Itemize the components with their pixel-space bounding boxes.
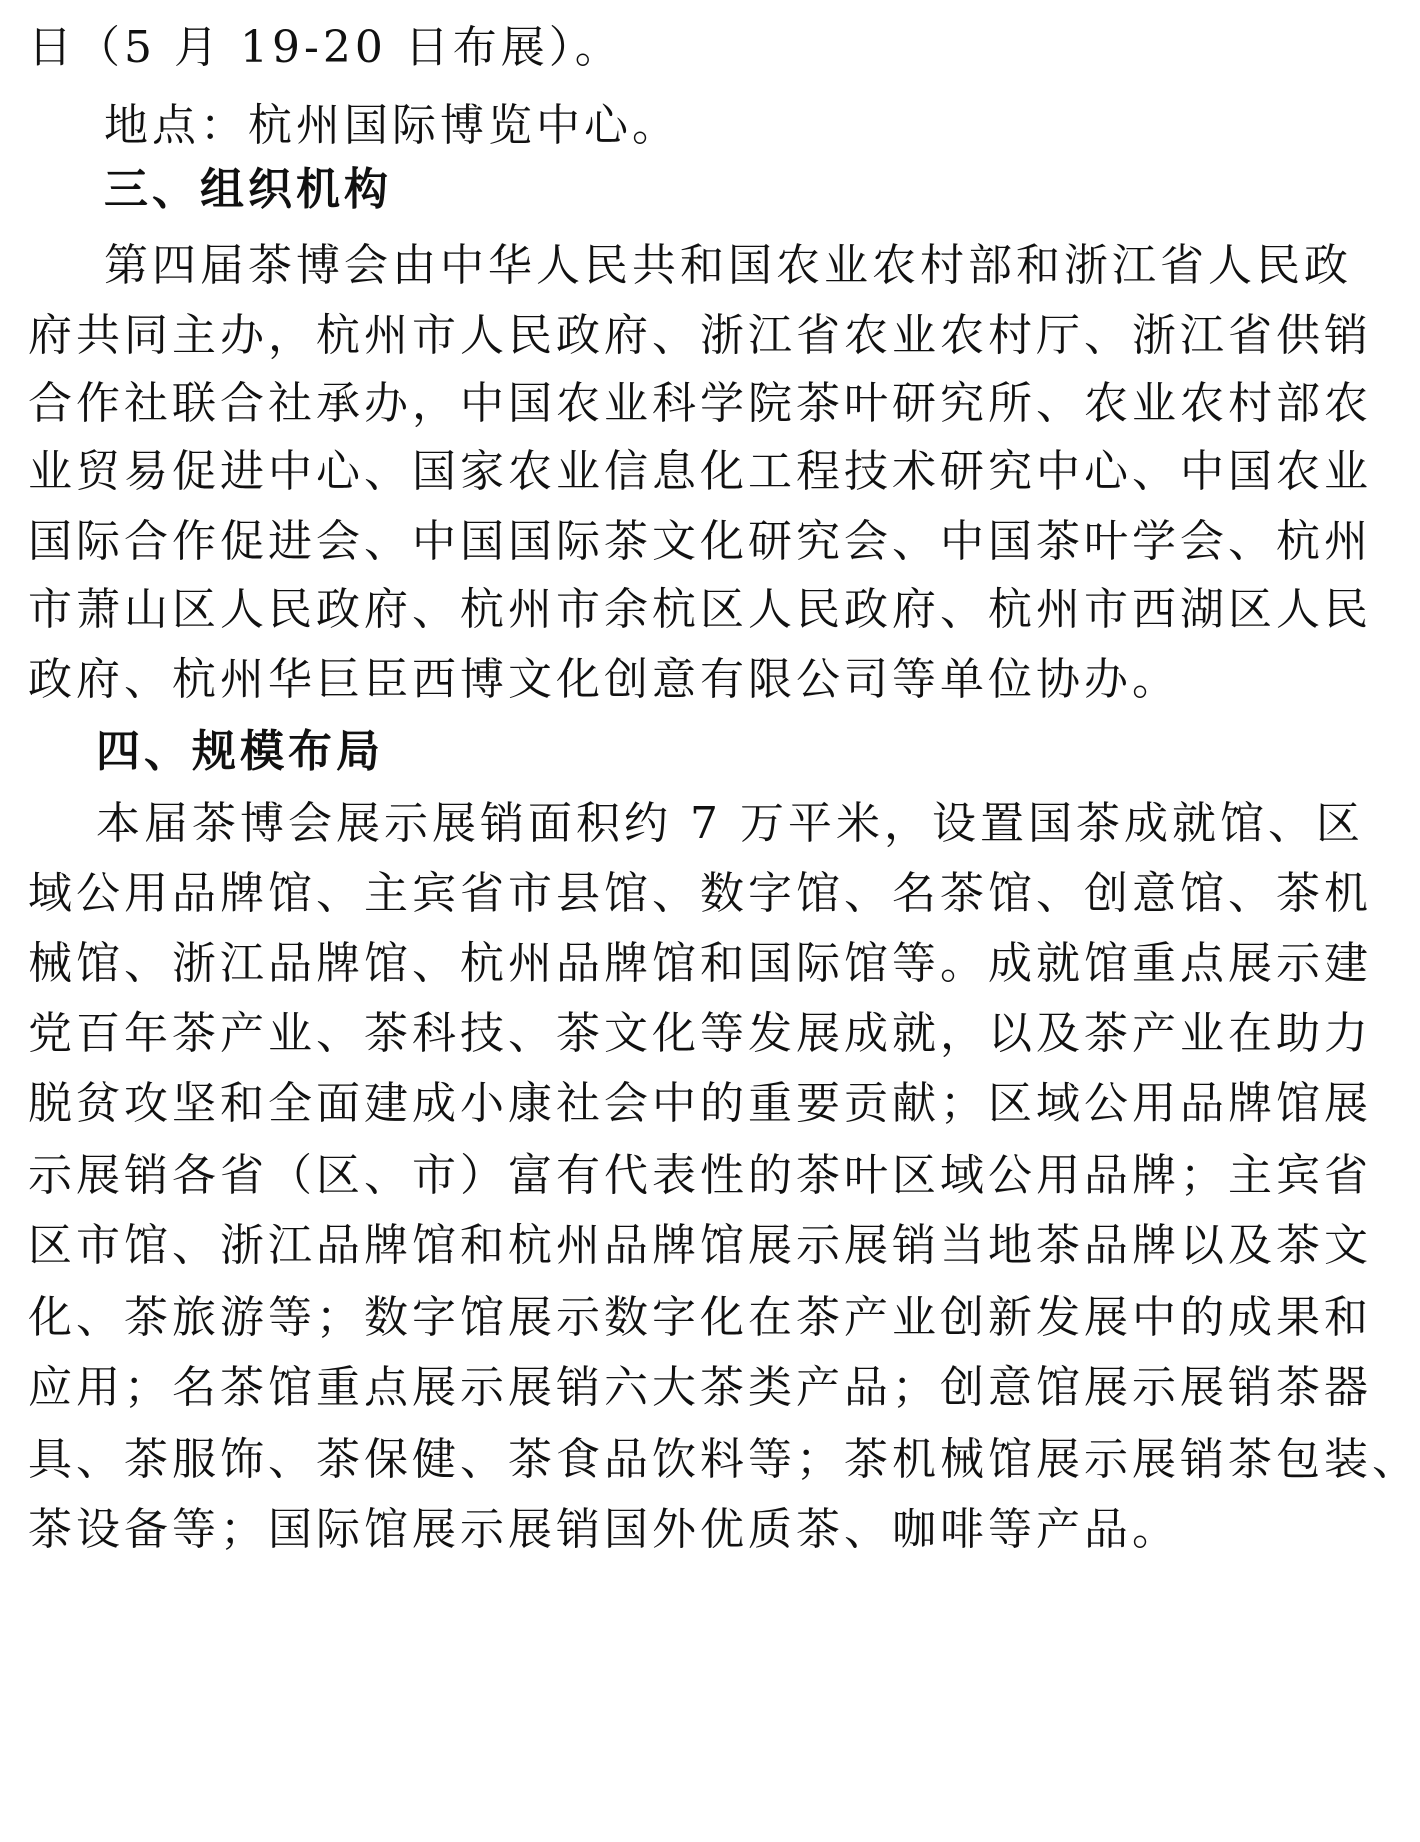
- text-line-5: 府共同主办，杭州市人民政府、浙江省农业农村厅、浙江省供销: [28, 310, 1372, 361]
- text-line-22: 茶设备等；国际馆展示展销国外优质茶、咖啡等产品。: [28, 1504, 1180, 1555]
- text-line-18: 区市馆、浙江品牌馆和杭州品牌馆展示展销当地茶品牌以及茶文: [28, 1220, 1372, 1271]
- text-line-4: 第四届茶博会由中华人民共和国农业农村部和浙江省人民政: [104, 240, 1352, 291]
- text-line-2: 地点：杭州国际博览中心。: [104, 100, 680, 151]
- text-line-10: 政府、杭州华巨臣西博文化创意有限公司等单位协办。: [28, 654, 1180, 705]
- text-line-21: 具、茶服饰、茶保健、茶食品饮料等；茶机械馆展示展销茶包装、: [28, 1434, 1420, 1485]
- text-line-19: 化、茶旅游等；数字馆展示数字化在茶产业创新发展中的成果和: [28, 1292, 1372, 1343]
- text-line-13: 域公用品牌馆、主宾省市县馆、数字馆、名茶馆、创意馆、茶机: [28, 868, 1372, 919]
- text-line-16: 脱贫攻坚和全面建成小康社会中的重要贡献；区域公用品牌馆展: [28, 1078, 1372, 1129]
- text-line-15: 党百年茶产业、茶科技、茶文化等发展成就，以及茶产业在助力: [28, 1008, 1372, 1059]
- section-heading-3: 三、组织机构: [104, 164, 392, 215]
- text-line-14: 械馆、浙江品牌馆、杭州品牌馆和国际馆等。成就馆重点展示建: [28, 938, 1372, 989]
- text-line-7: 业贸易促进中心、国家农业信息化工程技术研究中心、中国农业: [28, 446, 1372, 497]
- text-line-20: 应用；名茶馆重点展示展销六大茶类产品；创意馆展示展销茶器: [28, 1362, 1372, 1413]
- text-line-12: 本届茶博会展示展销面积约 7 万平米，设置国茶成就馆、区: [96, 798, 1364, 849]
- section-heading-4: 四、规模布局: [96, 726, 384, 777]
- text-line-9: 市萧山区人民政府、杭州市余杭区人民政府、杭州市西湖区人民: [28, 584, 1372, 635]
- text-line-8: 国际合作促进会、中国国际茶文化研究会、中国茶叶学会、杭州: [28, 516, 1372, 567]
- text-line-1: 日（5 月 19-20 日布展）。: [28, 22, 623, 73]
- text-line-17: 示展销各省（区、市）富有代表性的茶叶区域公用品牌；主宾省: [28, 1150, 1372, 1201]
- text-line-6: 合作社联合社承办，中国农业科学院茶叶研究所、农业农村部农: [28, 378, 1372, 429]
